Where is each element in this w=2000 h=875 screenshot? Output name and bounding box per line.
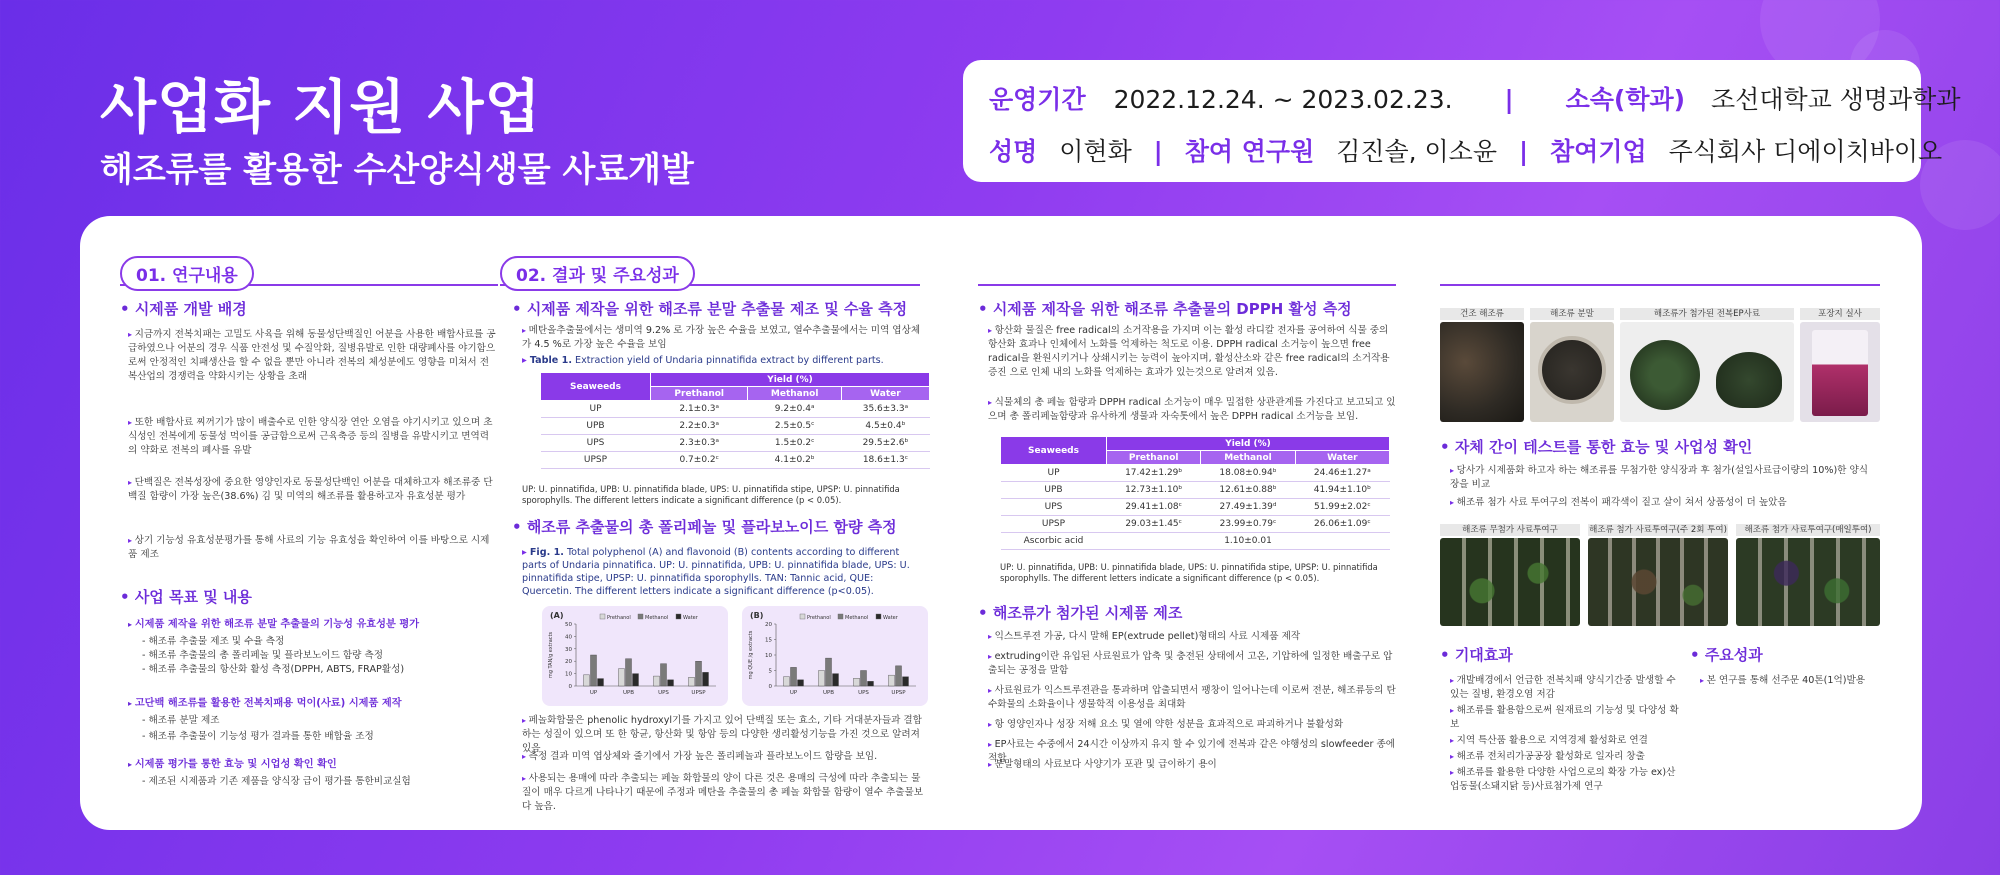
photo-label: 해조류 분말 <box>1530 308 1614 320</box>
table-cell: 27.49±1.39ᵈ <box>1201 499 1295 516</box>
photo-label: 해조류 첨가 사료투여구(매일투여) <box>1736 524 1880 536</box>
photo-label: 해조류 무첨가 사료투여구 <box>1440 524 1580 536</box>
bar <box>654 676 660 686</box>
goal-2-item: - 해조류 분말 제조 <box>142 715 220 726</box>
bar <box>903 677 909 686</box>
legend-label: Water <box>883 615 898 621</box>
table1-footnote: UP: U. pinnatifida, UPB: U. pinnatifida blade, UPS: U. pinnatifida stipe, UPSP: U. pinnatifida sporophylls. The different letters indicate a significant difference (p < 0.05). <box>522 484 900 505</box>
legend-swatch <box>838 614 843 619</box>
table-cell: 2.1±0.3ᵃ <box>651 401 748 418</box>
info-row-1 <box>989 80 1960 116</box>
bar <box>661 664 667 686</box>
table-cell: UPB <box>541 418 651 435</box>
photo-label: 건조 해조류 <box>1440 308 1524 320</box>
researchers-label: 참여 연구원 <box>1184 137 1315 166</box>
product-paragraph-2: ▸ extruding이란 유입된 사료원료가 압축 및 충전된 상태에서 고온, 기압하에 일정한 배출구로 압출되는 공정을 말함 <box>988 650 1398 678</box>
fig1-caption: ▸ Fig. 1. Total polyphenol (A) and flavonoid (B) contents according to different parts of Undaria pinnatifica. UP: U. pinnatifida, UPB: U. pinnatifida blade, UPS: U. pinnatifida stipe, UPSP: U. pinnatifida sporophylls. TAN: Tannic acid, QUE: Quercetin. The different letters indicate a significant difference (p<0.05). <box>522 547 910 597</box>
table-row <box>541 418 930 435</box>
table1-caption-text: Extraction yield of Undaria pinnatifida extract by different parts. <box>571 355 884 366</box>
period-label: 운영기간 <box>989 85 1086 114</box>
legend-swatch <box>600 614 605 619</box>
dept-label: 소속(학과) <box>1565 85 1686 114</box>
goal-1-item: - 해조류 추출물의 총 폴리페놀 및 플라보노이드 함량 측정 <box>142 650 384 661</box>
table-cell: 2.3±0.3ᵃ <box>651 435 748 452</box>
y-tick-label: 0 <box>768 684 772 690</box>
background-heading: • 시제품 개발 배경 <box>120 298 247 319</box>
table-cell: 35.6±3.3ᵃ <box>841 401 929 418</box>
x-tick-label: UPSP <box>891 690 906 696</box>
goal-3-title: ▸ 시제품 평가를 통한 효능 및 시업성 확인 확인 <box>128 758 498 772</box>
table1-caption: ▸ Table 1. Extraction yield of Undaria pinnatifida extract by different parts. <box>522 355 884 366</box>
table-cell: UPS <box>541 435 651 452</box>
table-cell: 29.5±2.6ᵇ <box>841 435 929 452</box>
dept-value: 조선대학교 생명과학과 <box>1711 85 1961 114</box>
phenol-paragraph-1: ▸ 페놀화합물은 phenolic hydroxyl기를 가지고 있어 단백질 또는 효소, 기타 거대분자들과 결합하는 성질이 있으며 또 한 항균, 항산화 및 항암 등의 다양한 생리활성기능을 가진 것으로 알려져 있음 <box>522 714 926 756</box>
y-tick-label: 30 <box>565 646 572 653</box>
researchers-value: 김진솔, 이소윤 <box>1336 137 1497 166</box>
fig1-caption-label: Fig. 1. <box>529 547 564 558</box>
expected-effect-heading: • 기대효과 <box>1440 644 1513 665</box>
ep-feed-photo <box>1620 322 1794 422</box>
bar <box>591 655 597 686</box>
legend-swatch <box>676 614 681 619</box>
bar <box>619 669 625 686</box>
table-row <box>1001 533 1390 550</box>
table-cell: 18.08±0.94ᵇ <box>1201 465 1295 482</box>
product-paragraph-1: ▸ 익스트루젼 가공, 다시 말해 EP(extrude pellet)형태의 사료 시제품 제작 <box>988 630 1398 644</box>
x-tick-label: UPS <box>658 690 669 696</box>
polyphenol-chart <box>542 606 728 706</box>
table1-header-seaweeds: Seaweeds <box>541 373 651 401</box>
bar <box>889 675 895 686</box>
bar <box>896 666 902 686</box>
bg-paragraph-4: ▸ 상기 기능성 유효성분평가를 통해 사료의 기능 유효성을 확인하여 이를 바탕으로 시제품 제조 <box>128 534 498 562</box>
bar <box>826 658 832 686</box>
table-cell: 29.41±1.08ᶜ <box>1107 499 1201 516</box>
goal-1-title: ▸ 시제품 제작을 위한 해조류 분말 추출물의 기능성 유효성분 평가 <box>128 618 498 632</box>
twice-weekly-photo <box>1588 538 1728 626</box>
dpph-table <box>1000 436 1390 550</box>
y-tick-label: 5 <box>768 668 772 675</box>
effect-paragraph-2: ▸ 해조류를 활용함으로써 원재료의 기능성 및 다양성 확보 <box>1450 704 1680 732</box>
bar <box>861 671 867 687</box>
effect-paragraph-4: ▸ 해조류 전처리가공공장 활성화로 일자리 창출 <box>1450 750 1680 764</box>
y-axis-label: mg TAN/g extracts <box>548 631 554 679</box>
x-tick-label: UP <box>789 690 798 696</box>
table1-col: Methanol <box>748 387 841 401</box>
table-cell: 4.1±0.2ᵇ <box>748 452 841 469</box>
dpph-paragraph-1: ▸ 항산화 물질은 free radical의 소거작용을 가지며 이는 활성 라디칼 전자를 공여하여 식물 중의 항산화 효과나 인체에서 노화를 억제하는 척도로 이용. DPPH radical 소거능이 높으면 free radical을 환원시키거나 상쇄시키는 능력이 높아지며, 활성산소와 같은 free radical의 소거작용 증진 으로 인체 내의 노화를 억제하는 효과가 있는것으로 알려져 있음. <box>988 324 1398 380</box>
phenol-paragraph-3: ▸ 사용되는 용매에 따라 추출되는 페놀 화합물의 양이 다른 것은 용매의 극성에 따라 추출되는 물질이 매우 다르게 나타나기 때문에 주정과 메탄올 추출물의 총 페놀 화합물 함량이 열수 추출물보다 높음. <box>522 772 926 814</box>
chart-panel-label: (B) <box>750 611 764 620</box>
table-cell: 1.5±0.2ᶜ <box>748 435 841 452</box>
table-cell: 0.7±0.2ᶜ <box>651 452 748 469</box>
photo-label: 해조류 첨가 사료투여구(주 2회 투여) <box>1589 525 1727 535</box>
test-heading: • 자체 간이 테스트를 통한 효능 및 사업성 확인 <box>1440 436 1752 457</box>
table-cell: 12.73±1.10ᵇ <box>1107 482 1201 499</box>
table-cell: 2.5±0.5ᶜ <box>748 418 841 435</box>
effect-paragraph-1: ▸ 개발배경에서 언급한 전복치패 양식기간중 발생할 수 있는 질병, 환경오염 저감 <box>1450 674 1680 702</box>
table-cell: 24.46±1.27ᵃ <box>1295 465 1389 482</box>
company-value: 주식회사 디에이치바이오 <box>1668 137 1943 166</box>
y-tick-label: 10 <box>765 653 772 659</box>
package-photo <box>1800 322 1880 422</box>
table-cell: 18.6±1.3ᶜ <box>841 452 929 469</box>
dried-seaweed-photo <box>1440 322 1524 422</box>
goal-2-item: - 해조류 추출물이 기능성 평가 결과를 통한 배합율 조정 <box>142 731 374 742</box>
flavonoid-chart <box>742 606 928 706</box>
y-tick-label: 20 <box>565 659 572 666</box>
table-cell: 51.99±2.02ᶜ <box>1295 499 1389 516</box>
bar <box>598 679 604 686</box>
y-tick-label: 0 <box>568 684 572 690</box>
table2-header-seaweeds: Seaweeds <box>1001 437 1107 465</box>
legend-label: Methanol <box>845 615 869 621</box>
bar <box>868 681 874 686</box>
period-value: 2022.12.24. ~ 2023.02.23. <box>1113 85 1453 114</box>
bg-paragraph-2: ▸ 또한 배합사료 찌꺼기가 많이 배출수로 인한 양식장 연안 오염을 야기시키고 있으며 초식성인 전복에게 동물성 먹이를 공급함으로써 근육축증 등의 질병을 유발시키고 면역력의 약화로 전복의 폐사를 유발 <box>128 416 498 458</box>
dpph-paragraph-2: ▸ 식물체의 총 페놀 함량과 DPPH radical 소거능이 매우 밀접한 상관관계를 가진다고 보고되고 있으며 총 폴리페놀함량과 유사하게 생물과 자숙톳에서 높은 DPPH radical 소거능을 보임. <box>988 396 1398 424</box>
table1-col: Water <box>841 387 929 401</box>
table-row <box>541 401 930 418</box>
yield-table <box>540 372 930 469</box>
photo-label: 포장지 실사 <box>1800 308 1880 320</box>
table-cell: Ascorbic acid <box>1001 533 1107 550</box>
test-paragraph-2: ▸ 해조류 첨가 사료 투여구의 전복이 패각색이 짙고 살이 쳐서 상품성이 더 높았음 <box>1450 496 1870 510</box>
table2-col: Methanol <box>1201 451 1295 465</box>
goal-3-item: - 제조된 시제품과 기존 제품을 양식장 급이 평가를 통한비교실험 <box>142 776 411 787</box>
legend-swatch <box>638 614 643 619</box>
goal-2-title: ▸ 고단백 해조류를 활용한 전복치패용 먹이(사료) 시제품 제작 <box>128 697 498 711</box>
daily-photo <box>1736 538 1880 626</box>
table-cell: 26.06±1.09ᶜ <box>1295 516 1389 533</box>
table-cell: 12.61±0.88ᵇ <box>1201 482 1295 499</box>
y-tick-label: 40 <box>565 634 572 641</box>
polyphenol-heading: • 해조류 추출물의 총 폴리페놀 및 플라보노이드 함량 측정 <box>512 516 897 537</box>
info-row-2 <box>989 132 1942 168</box>
content-panel <box>80 216 1922 830</box>
table-row <box>1001 482 1390 499</box>
divider: | <box>1153 137 1163 166</box>
bar <box>703 672 709 686</box>
fig1-caption-text: Total polyphenol (A) and flavonoid (B) contents according to different parts of Undaria pinnatifica. UP: U. pinnatifida, UPB: U. pinnatifida blade, UPS: U. pinnatifida stipe, UPSP: U. pinnatifida sporophylls. TAN: Tannic acid, QUE: Quercetin. The different letters indicate a significant difference (p<0.05). <box>522 547 910 597</box>
x-tick-label: UP <box>589 690 598 696</box>
bar <box>584 675 590 686</box>
legend-label: Methanol <box>645 615 669 621</box>
table-cell: UPB <box>1001 482 1107 499</box>
section-divider <box>1440 284 1880 286</box>
table-cell: UPSP <box>1001 516 1107 533</box>
table-cell: 1.10±0.01 <box>1107 533 1390 550</box>
results-paragraph: ▸ 본 연구를 통해 선주문 40톤(1억)발용 <box>1700 674 1880 688</box>
goal-heading: • 사업 목표 및 내용 <box>120 586 252 607</box>
company-label: 참여기업 <box>1550 137 1647 166</box>
table-row <box>541 435 930 452</box>
photo-label: 해조류가 첨가된 전복EP사료 <box>1620 308 1794 320</box>
table-cell: 4.5±0.4ᵇ <box>841 418 929 435</box>
table-cell: 17.42±1.29ᵇ <box>1107 465 1201 482</box>
yield-heading: • 시제품 제작을 위한 해조류 분말 추출물 제조 및 수율 측정 <box>512 298 907 319</box>
name-value: 이현화 <box>1059 137 1132 166</box>
table2-col: Water <box>1295 451 1389 465</box>
table-cell: 29.03±1.45ᶜ <box>1107 516 1201 533</box>
chart-a-box <box>542 606 728 706</box>
bar <box>668 680 674 686</box>
bar <box>819 671 825 687</box>
table1-header-yield: Yield (%) <box>651 373 930 387</box>
legend-label: Prethanol <box>807 615 831 621</box>
y-axis-label: mg QUE /g extracts <box>748 630 754 680</box>
table-cell: 2.2±0.3ᵃ <box>651 418 748 435</box>
table-cell: UPSP <box>541 452 651 469</box>
product-heading: • 해조류가 첨가된 시제품 제조 <box>978 602 1182 623</box>
chart-b-box <box>742 606 928 706</box>
bar <box>626 659 632 686</box>
x-tick-label: UPSP <box>691 690 706 696</box>
legend-label: Water <box>683 615 698 621</box>
table-row <box>1001 516 1390 533</box>
table-cell: 9.2±0.4ᵃ <box>748 401 841 418</box>
product-paragraph-6: ▸ 분말형태의 사료보다 사양기가 포관 및 급이하기 용이 <box>988 758 1398 772</box>
legend-label: Prethanol <box>607 615 631 621</box>
bar <box>798 680 804 686</box>
page-subtitle: 해조류를 활용한 수산양식생물 사료개발 <box>100 150 694 190</box>
bar <box>689 677 695 686</box>
no-additive-photo <box>1440 538 1580 626</box>
y-tick-label: 20 <box>765 622 772 628</box>
table-cell: 41.94±1.10ᵇ <box>1295 482 1389 499</box>
table1-caption-label: Table 1. <box>529 355 572 366</box>
bar <box>833 674 839 686</box>
table-row <box>1001 465 1390 482</box>
table2-footnote: UP: U. pinnatifida, UPB: U. pinnatifida blade, UPS: U. pinnatifida stipe, UPSP: U. pinnatifida sporophylls. The different letters indicate a significant difference (p < 0.05). <box>1000 562 1378 583</box>
divider: | <box>1518 137 1529 166</box>
table2-header-yield: Yield (%) <box>1107 437 1390 451</box>
bar <box>791 667 797 686</box>
bar <box>784 677 790 686</box>
dpph-heading: • 시제품 제작을 위한 해조류 추출물의 DPPH 활성 측정 <box>978 298 1352 319</box>
section1-pill: 01. 연구내용 <box>120 256 254 291</box>
test-paragraph-1: ▸ 당사가 시제품화 하고자 하는 해조류를 무첨가한 양식장과 후 첨가(설일사료급이량의 10%)한 양식장을 비교 <box>1450 464 1870 492</box>
page-title: 사업화 지원 사업 <box>100 73 542 141</box>
bar <box>854 678 860 686</box>
yield-paragraph: ▸ 메탄올추출물에서는 생미역 9.2% 로 가장 높은 수율을 보였고, 열수추출물에서는 미역 엽상체가 4.5 %로 가장 높은 수율을 보임 <box>522 324 922 352</box>
goal-1-item: - 해조류 추출물의 항산화 활성 측정(DPPH, ABTS, FRAP활성) <box>142 664 405 675</box>
bg-paragraph-1: ▸ 지금까지 전복치패는 고밀도 사육을 위해 동물성단백질인 어분을 사용한 배합사료를 공급하였으나 어분의 경우 식품 안전성 및 수질악화, 질병유발로 인한 대량폐사를 야기함으로써 안정적인 치패생산을 할 수 없을 뿐만 아니라 전복의 체성분에도 영향을 미쳐서 전복산업의 경쟁력을 약화시키는 상황을 초래 <box>128 328 498 384</box>
x-tick-label: UPB <box>622 690 635 696</box>
table-row <box>1001 499 1390 516</box>
effect-paragraph-5: ▸ 해조류를 활용한 다양한 사업으로의 확장 가능 ex)산업동물(소돼지닭 등)사료첨가제 연구 <box>1450 766 1680 794</box>
bar <box>633 674 639 686</box>
x-tick-label: UPS <box>858 690 869 696</box>
section2-pill: 02. 결과 및 주요성과 <box>500 256 695 291</box>
x-tick-label: UPB <box>822 690 835 696</box>
table-cell: 23.99±0.79ᶜ <box>1201 516 1295 533</box>
section-divider <box>978 284 1396 286</box>
phenol-paragraph-2: ▸ 측정 결과 미역 엽상체와 줄기에서 가장 높은 폴리페놀과 플라보노이드 함량을 보임. <box>522 750 926 764</box>
name-label: 성명 <box>989 137 1038 166</box>
table2-col: Prethanol <box>1107 451 1201 465</box>
seaweed-powder-photo <box>1530 322 1614 422</box>
bg-paragraph-3: ▸ 단백질은 전복성장에 중요한 영양인자로 동물성단백인 어분을 대체하고자 해조류중 단백질 함량이 가장 높은(38.6%) 김 및 미역의 해조류를 활용하고자 유효성분 평가 <box>128 476 498 504</box>
legend-swatch <box>800 614 805 619</box>
table1-col: Prethanol <box>651 387 748 401</box>
chart-panel-label: (A) <box>550 611 564 620</box>
product-paragraph-5: ▸ EP사료는 수중에서 24시간 이상까지 유지 할 수 있기에 전복과 같은 야행성의 slowfeeder 종에 적합 <box>988 738 1398 766</box>
divider: | <box>1504 85 1514 114</box>
product-paragraph-3: ▸ 사료원료가 익스트루젼관을 통과하며 압출되면서 팽창이 일어나는데 이로써 전분, 해조류등의 탄수화물의 소화율이나 생물학적 이용성을 최대화 <box>988 684 1398 712</box>
product-paragraph-4: ▸ 항 영양인자나 성장 저해 요소 및 열에 약한 성분을 효과적으로 파괴하거나 불활성화 <box>988 718 1398 732</box>
y-tick-label: 15 <box>765 637 772 644</box>
bar <box>696 661 702 686</box>
y-tick-label: 50 <box>565 622 572 628</box>
table-row <box>541 452 930 469</box>
y-tick-label: 10 <box>565 671 572 678</box>
effect-paragraph-3: ▸ 지역 특산품 활용으로 지역경제 활성화로 연결 <box>1450 734 1680 748</box>
table-cell: UP <box>1001 465 1107 482</box>
table-cell: UP <box>541 401 651 418</box>
table-cell: UPS <box>1001 499 1107 516</box>
legend-swatch <box>876 614 881 619</box>
key-results-heading: • 주요성과 <box>1690 644 1763 665</box>
goal-1-item: - 해조류 추출물 제조 및 수율 측정 <box>142 636 285 647</box>
info-box <box>963 60 1961 182</box>
